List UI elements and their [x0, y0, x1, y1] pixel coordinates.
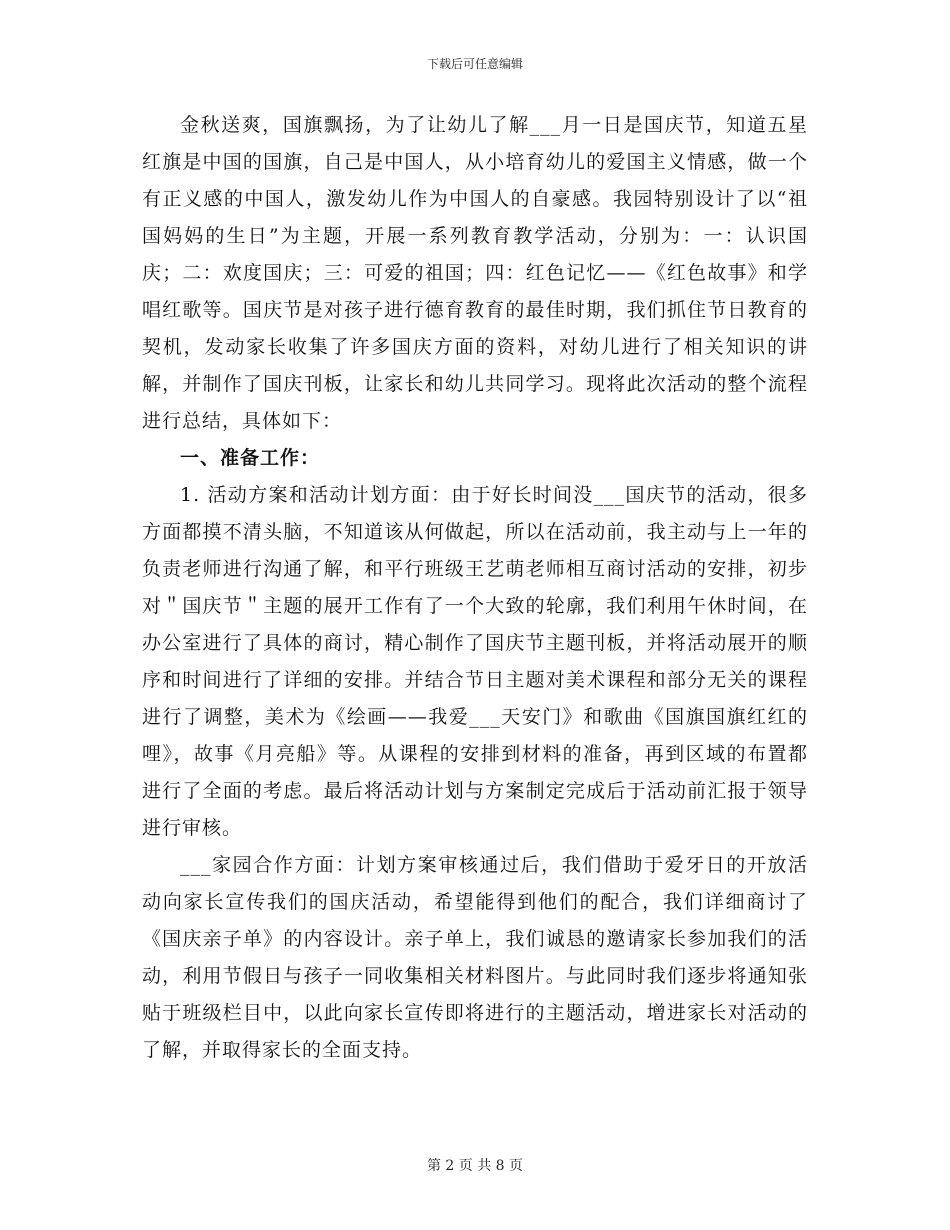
page-header: 下载后可任意编辑: [426, 57, 523, 71]
intro-paragraph: 金秋送爽，国旗飘扬，为了让幼儿了解___月一日是国庆节，知道五星红旗是中国的国旗，自己是中国人，从小培育幼儿的爱国主义情感，做一个有正义感的中国人，激发幼儿作为中国人的自豪感。我园特别设计了以“祖国妈妈的生日”为主题，开展一系列教育教学活动，分别为：一：认识国庆；二：欢度国庆；三：可爱的祖国；四：红色记忆——《红色故事》和学唱红歌等。国庆节是对孩子进行德育教育的最佳时期，我们抓住节日教育的契机，发动家长收集了许多国庆方面的资料，对幼儿进行了相关知识的讲解，并制作了国庆刊板，让家长和幼儿共同学习。现将此次活动的整个流程进行总结，具体如下：: [142, 114, 808, 432]
item-activity-plan-paragraph: 1. 活动方案和活动计划方面：由于好长时间没___国庆节的活动，很多方面都摸不清头脑，不知道该从何做起，所以在活动前，我主动与上一年的负责老师进行沟通了解，和平行班级王艺萌老师相互商讨活动的安排，初步对＂国庆节＂主题的展开工作有了一个大致的轮廓，我们利用午休时间，在办公室进行了具体的商讨，精心制作了国庆节主题刊板，并将活动展开的顺序和时间进行了详细的安排。并结合节日主题对美术课程和部分无关的课程进行了调整，美术为《绘画——我爱___天安门》和歌曲《国旗国旗红红的哩》，故事《月亮船》等。从课程的安排到材料的准备，再到区域的布置都进行了全面的考虑。最后将活动计划与方案制定完成后于活动前汇报于领导进行审核。: [142, 484, 808, 839]
document-body: [142, 107, 808, 1069]
section-heading-preparation: 一、准备工作：: [180, 447, 321, 469]
page-number: 第 2 页 共 8 页: [426, 1158, 524, 1174]
item-home-school-cooperation-paragraph: ___家园合作方面：计划方案审核通过后，我们借助于爱牙日的开放活动向家长宣传我们的国庆活动，希望能得到他们的配合，我们详细商讨了《国庆亲子单》的内容设计。亲子单上，我们诚恳的邀请家长参加我们的活动，利用节假日与孩子一同收集相关材料图片。与此同时我们逐步将通知张贴于班级栏目中，以此向家长宣传即将进行的主题活动，增进家长对活动的了解，并取得家长的全面支持。: [142, 854, 808, 1061]
